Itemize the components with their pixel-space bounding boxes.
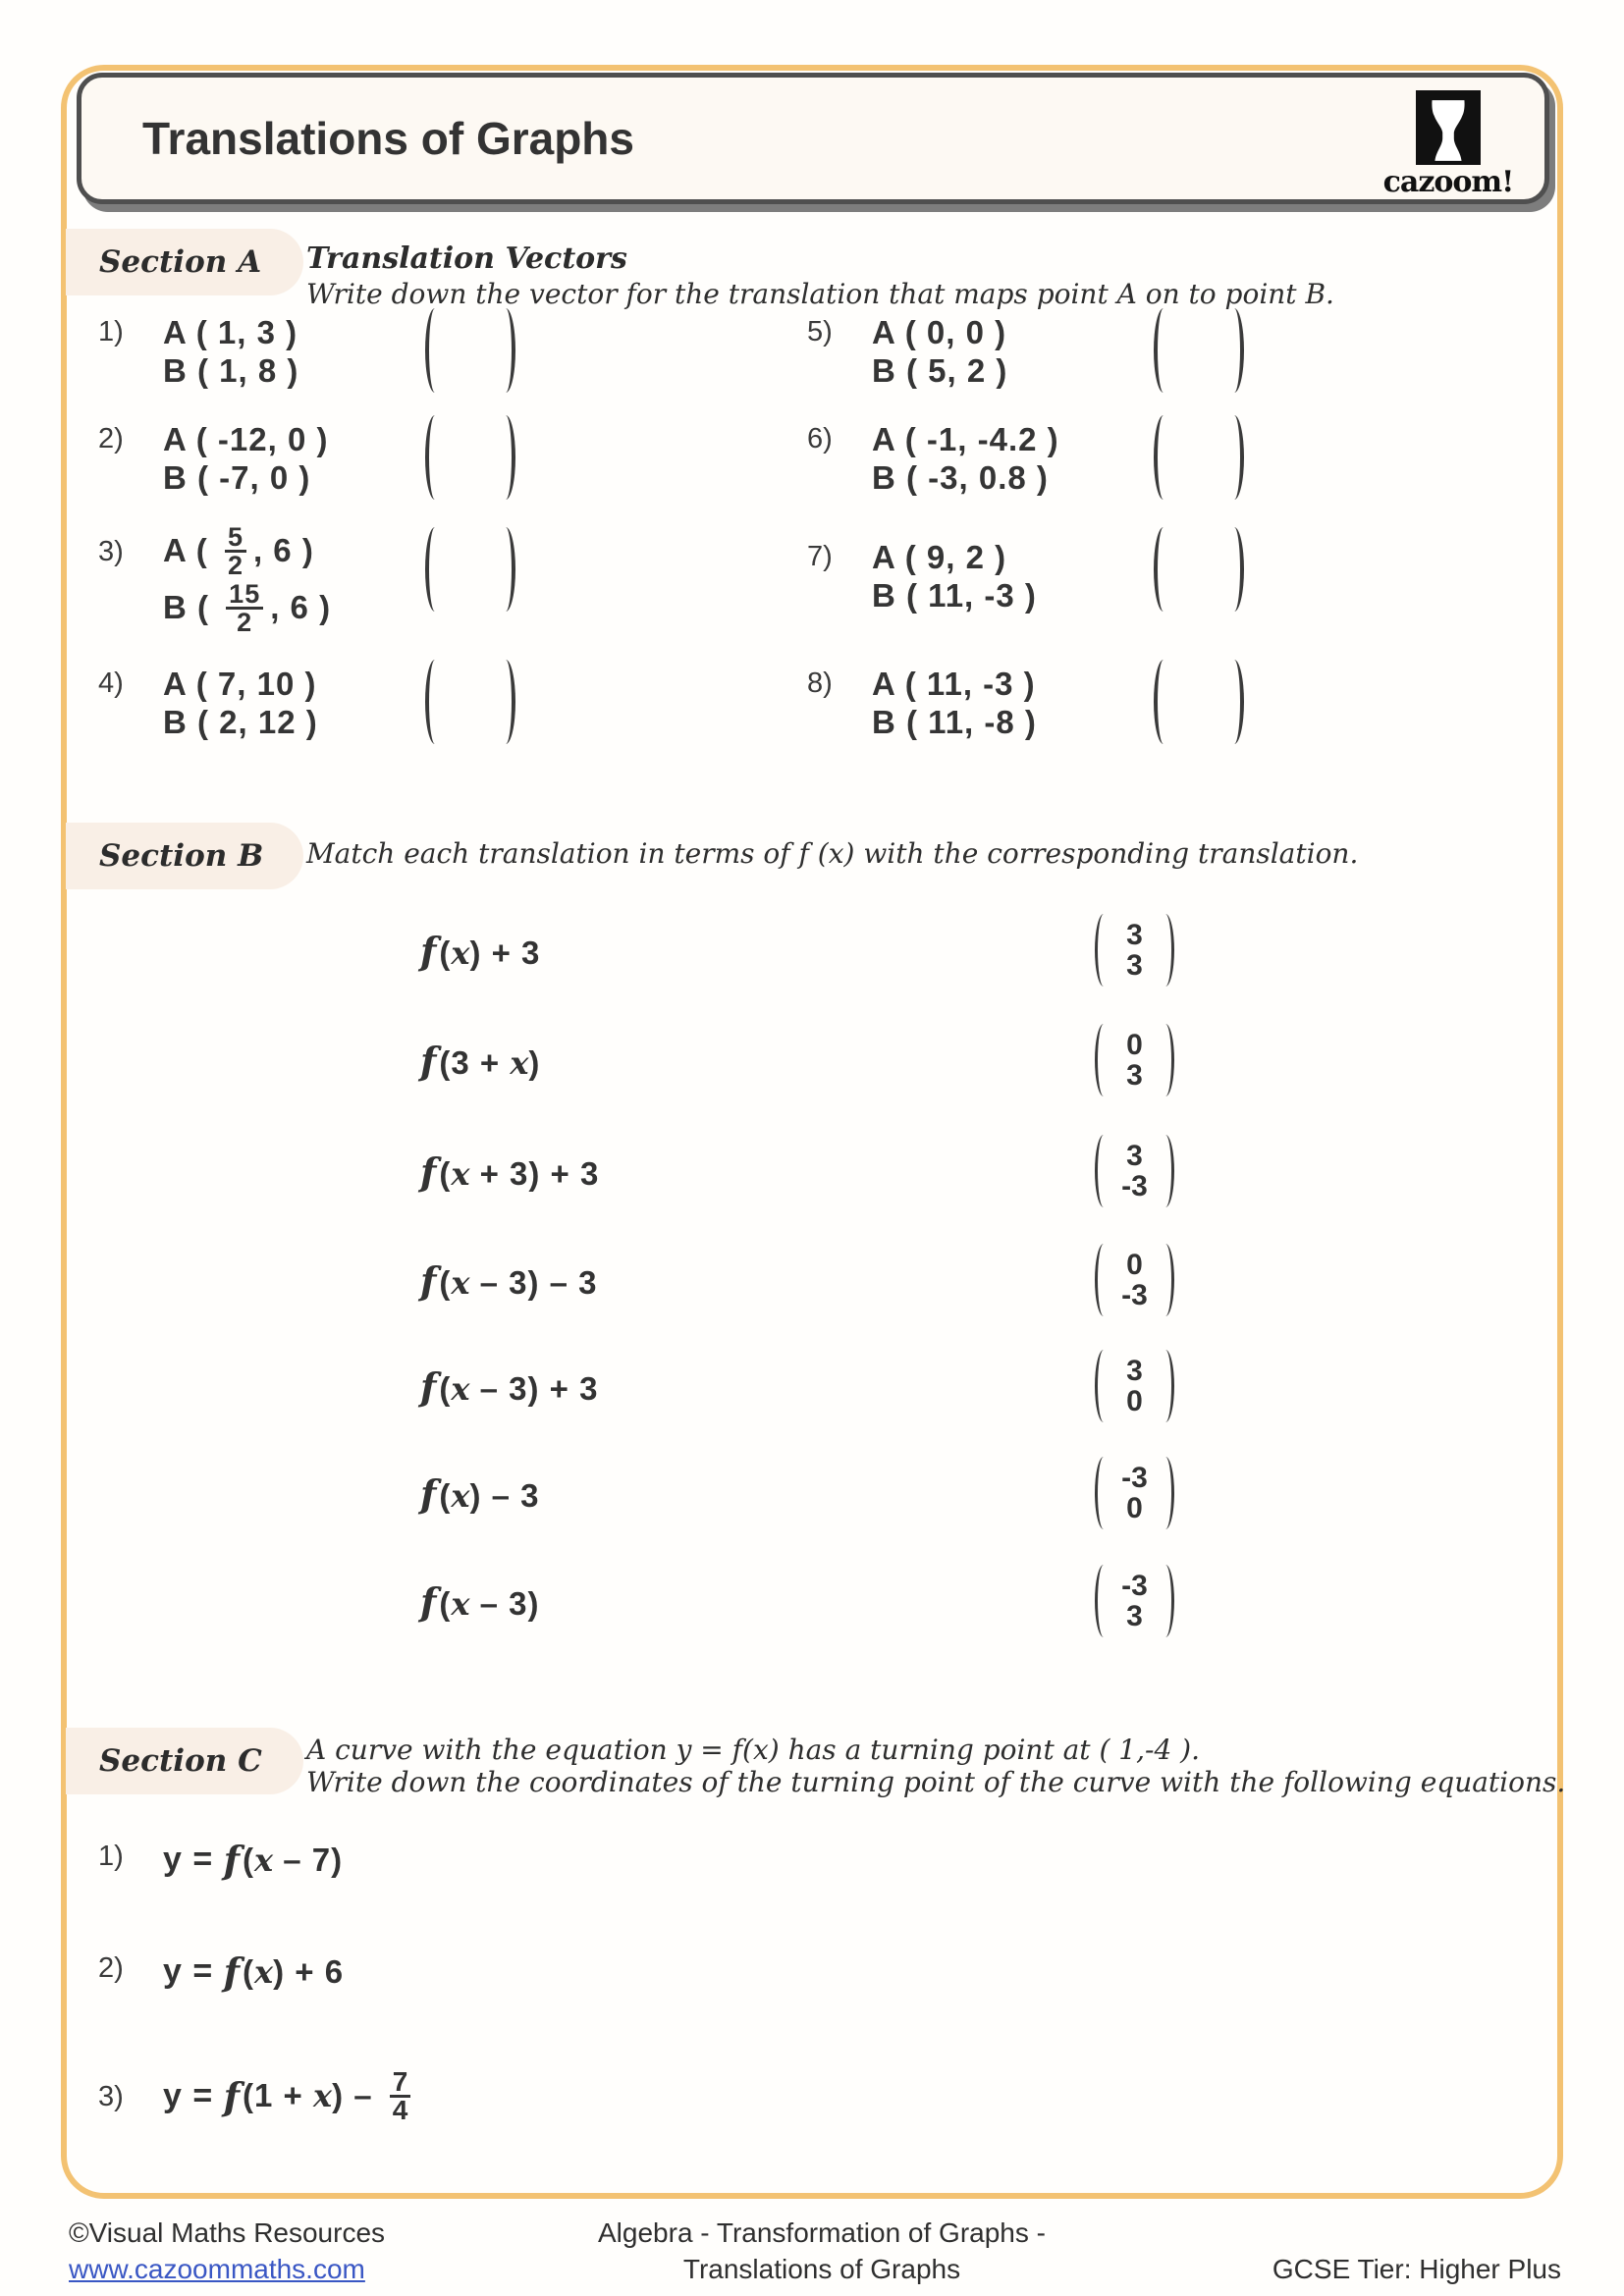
point-a: A ( 7, 10 ) [163,666,317,702]
translation-vector [1095,1134,1174,1208]
left-paren-icon [425,415,445,500]
problem-number: 5) [807,316,833,347]
fraction: $\frac{5}{2}$ [225,524,246,578]
problem-c1 [98,1838,343,1882]
section-c-instruction-line2: Write down the coordinates of the turning point of the curve with the following equations. [306,1766,1566,1798]
fx-expression: f ( x + 3) + 3 [420,1149,600,1194]
problem-5 [807,313,1007,390]
point-b: B ( 11, -3 ) [872,577,1037,614]
problem-number: 4) [98,667,124,699]
problem-6 [807,420,1059,497]
left-paren-icon [1095,1350,1112,1422]
right-paren-icon [1157,1024,1174,1096]
left-paren-icon [1095,1024,1112,1096]
left-paren-icon [1154,415,1173,500]
vector-bottom-value: 3 [1126,1600,1143,1632]
section-b-label: Section B [66,823,303,889]
problem-number: 3) [98,2081,124,2112]
fraction: $\frac{7}{4}$ [390,2069,411,2123]
translation-vector [1095,1456,1174,1530]
right-paren-icon [496,308,515,393]
problem-8 [807,665,1037,741]
problem-2 [98,420,328,497]
point-b: B ( -7, 0 ) [163,459,311,496]
vector-top-value: 3 [1126,919,1143,951]
left-paren-icon [425,660,445,744]
point-a: A ( $\frac{5}{2}$ , 6 ) [163,521,314,580]
drum-icon [1416,90,1481,165]
problem-number: 1) [98,1841,124,1872]
fx-expression: f ( x – 3) + 3 [420,1364,599,1409]
right-paren-icon [1157,1457,1174,1529]
equation: y = f (1 + x ) – $\frac{7}{4}$ [163,2069,417,2123]
translation-vector [1095,913,1174,988]
section-a-instruction: Write down the vector for the translation that maps point A on to point B. [306,278,1334,310]
problem-3 [98,522,331,636]
left-paren-icon [425,527,445,612]
right-paren-icon [1157,1565,1174,1637]
left-paren-icon [1154,527,1173,612]
section-c-instruction [306,1734,1565,1798]
equation: y = f ( x – 7) [163,1838,344,1882]
translation-vector [1095,1349,1174,1423]
point-a: A ( -12, 0 ) [163,421,329,457]
right-paren-icon [1157,914,1174,987]
right-paren-icon [496,527,515,612]
vector-bottom-value: 3 [1126,949,1143,982]
problem-number: 2) [98,423,124,454]
left-paren-icon [1154,660,1173,744]
vector-bottom-value: 3 [1126,1059,1143,1092]
left-paren-icon [1095,1135,1112,1207]
problem-number: 6) [807,423,833,454]
left-paren-icon [1095,1457,1112,1529]
problem-number: 2) [98,1952,124,1984]
equation: y = f ( x ) + 6 [163,1949,345,1994]
footer-copyright: ©Visual Maths Resources [69,2217,386,2248]
answer-brackets [425,415,515,500]
vector-top-value: 3 [1126,1355,1143,1387]
right-paren-icon [1224,527,1244,612]
point-a: A ( 0, 0 ) [872,314,1007,350]
problem-number: 7) [807,541,833,572]
right-paren-icon [1157,1350,1174,1422]
left-paren-icon [1095,1244,1112,1316]
vector-top-value: 0 [1126,1249,1143,1281]
problem-4 [98,665,318,741]
translation-vector [1095,1243,1174,1317]
answer-brackets [1154,415,1244,500]
answer-brackets [1154,308,1244,393]
answer-brackets [425,660,515,744]
vector-bottom-value: 0 [1126,1385,1143,1417]
point-b: B ( $\frac{15}{2}$ , 6 ) [163,578,332,637]
fx-expression: f ( x ) – 3 [420,1471,540,1516]
cazoom-logo [1375,90,1522,199]
answer-brackets [425,527,515,612]
left-paren-icon [1095,914,1112,987]
vector-bottom-value: 0 [1126,1492,1143,1524]
point-b: B ( 5, 2 ) [872,352,1008,389]
problem-1 [98,313,298,390]
right-paren-icon [1157,1135,1174,1207]
problem-number: 8) [807,667,833,699]
vector-bottom-value: -3 [1121,1170,1148,1202]
vector-top-value: 3 [1126,1140,1143,1172]
problem-7 [807,538,1037,614]
point-a: A ( 1, 3 ) [163,314,298,350]
fx-expression: f ( x – 3) – 3 [420,1258,598,1303]
footer-tier: GCSE Tier: Higher Plus [1272,2254,1561,2284]
fx-expression: f (3 + x ) [420,1039,541,1083]
right-paren-icon [1224,660,1244,744]
answer-brackets [1154,527,1244,612]
vector-top-value: 0 [1126,1029,1143,1061]
right-paren-icon [496,660,515,744]
footer-website-link[interactable]: www.cazoommaths.com [69,2254,365,2284]
left-paren-icon [1095,1565,1112,1637]
vector-top-value: -3 [1121,1462,1148,1494]
translation-vector [1095,1564,1174,1638]
point-b: B ( 1, 8 ) [163,352,299,389]
problem-number: 1) [98,316,124,347]
problem-c3 [98,2061,417,2130]
right-paren-icon [1224,308,1244,393]
section-b-instruction: Match each translation in terms of f (x) with the corresponding translation. [306,837,1359,870]
left-paren-icon [425,308,445,393]
right-paren-icon [496,415,515,500]
section-a-heading: Translation Vectors [306,241,627,276]
section-c-instruction-line1: A curve with the equation y = f(x) has a turning point at ( 1,-4 ). [306,1734,1200,1766]
fx-expression: f ( x ) + 3 [420,929,541,973]
title-box [77,73,1549,204]
point-b: B ( 11, -8 ) [872,704,1037,740]
section-c-label: Section C [66,1728,303,1794]
vector-bottom-value: -3 [1121,1279,1148,1311]
point-b: B ( -3, 0.8 ) [872,459,1049,496]
logo-text: cazoom! [1382,165,1514,199]
answer-brackets [425,308,515,393]
fraction: $\frac{15}{2}$ [226,581,263,635]
problem-number: 3) [98,536,124,567]
point-b: B ( 2, 12 ) [163,704,318,740]
section-a-label: Section A [66,229,303,295]
translation-vector [1095,1023,1174,1097]
point-a: A ( -1, -4.2 ) [872,421,1059,457]
footer-series-line2: Translations of Graphs [682,2254,961,2284]
point-a: A ( 11, -3 ) [872,666,1036,702]
fx-expression: f ( x – 3) [420,1579,540,1624]
problem-c2 [98,1949,344,1994]
point-a: A ( 9, 2 ) [872,539,1007,575]
right-paren-icon [1224,415,1244,500]
page-title: Translations of Graphs [142,113,634,164]
right-paren-icon [1157,1244,1174,1316]
footer-series-line1: Algebra - Transformation of Graphs - [598,2217,1046,2248]
vector-top-value: -3 [1121,1570,1148,1602]
answer-brackets [1154,660,1244,744]
left-paren-icon [1154,308,1173,393]
